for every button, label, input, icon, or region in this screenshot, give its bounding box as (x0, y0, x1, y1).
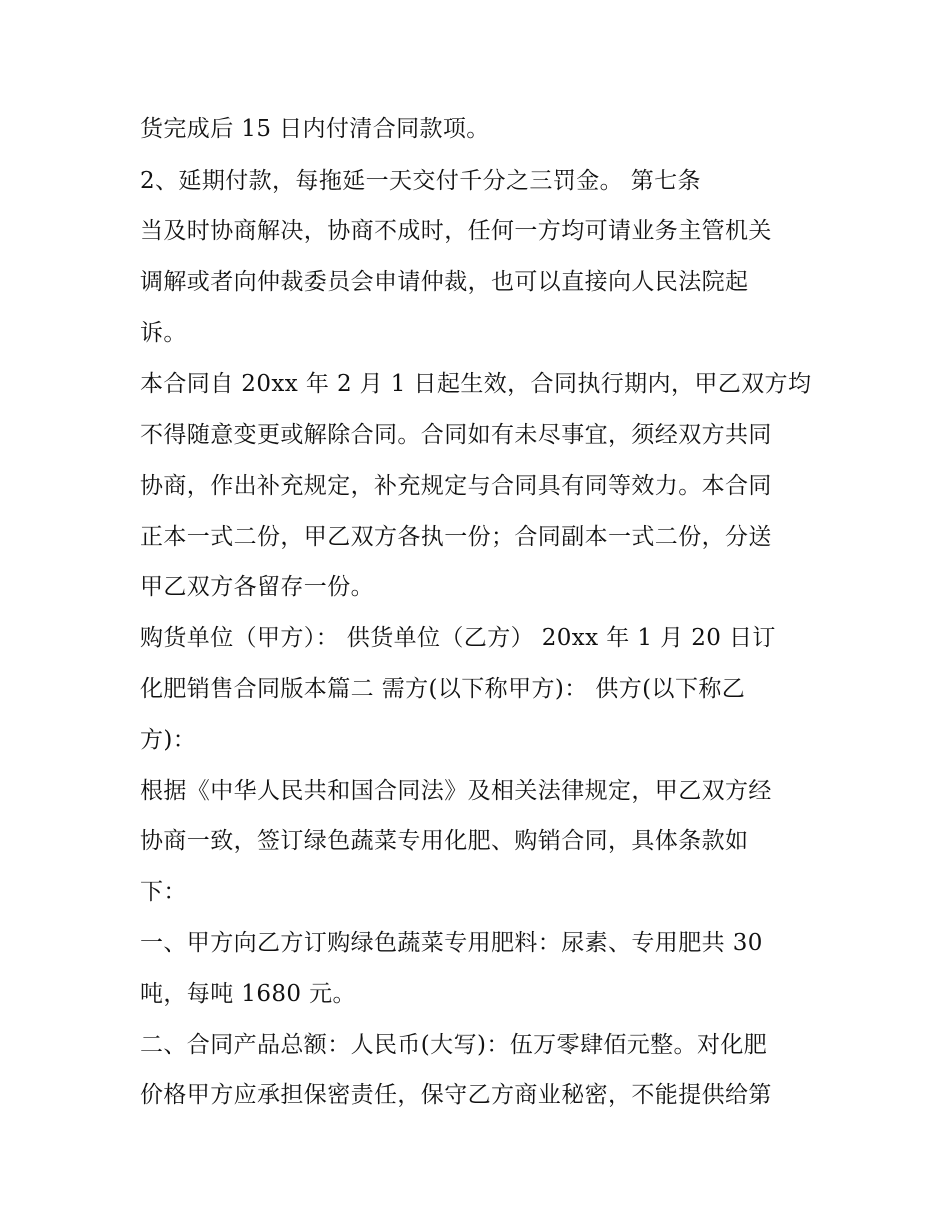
text-line: 2、延期付款，每拖延一天交付千分之三罚金。 第七条 (140, 168, 701, 194)
text-line: 协商，作出补充规定，补充规定与合同具有同等效力。本合同 (140, 473, 772, 499)
text-line: 本合同自 20xx 年 2 月 1 日起生效，合同执行期内，甲乙双方均 (140, 371, 812, 397)
text-line: 化肥销售合同版本篇二 需方(以下称甲方)： 供方(以下称乙 (140, 676, 746, 702)
text-line: 正本一式二份，甲乙双方各执一份；合同副本一式二份，分送 (140, 524, 772, 550)
text-line: 当及时协商解决，协商不成时，任何一方均可请业务主管机关 (140, 218, 772, 244)
text-line: 下： (140, 879, 187, 905)
text-line: 根据《中华人民共和国合同法》及相关法律规定，甲乙双方经 (140, 778, 772, 804)
text-line: 二、合同产品总额：人民币(大写)：伍万零肆佰元整。对化肥 (140, 1032, 768, 1058)
text-line: 吨，每吨 1680 元。 (140, 981, 356, 1007)
text-line: 价格甲方应承担保密责任，保守乙方商业秘密，不能提供给第 (140, 1082, 772, 1108)
text-line: 货完成后 15 日内付清合同款项。 (140, 116, 490, 142)
text-line: 调解或者向仲裁委员会申请仲裁，也可以直接向人民法院起 (140, 269, 749, 295)
text-line: 甲乙双方各留存一份。 (140, 574, 374, 600)
text-line: 诉。 (140, 320, 187, 346)
text-line: 购货单位（甲方）： 供货单位（乙方） 20xx 年 1 月 20 日订 (140, 625, 776, 651)
text-line: 方)： (140, 727, 197, 753)
text-line: 协商一致，签订绿色蔬菜专用化肥、购销合同，具体条款如 (140, 828, 749, 854)
text-line: 不得随意变更或解除合同。合同如有未尽事宜，须经双方共同 (140, 422, 772, 448)
text-line: 一、甲方向乙方订购绿色蔬菜专用肥料：尿素、专用肥共 30 (140, 930, 763, 956)
